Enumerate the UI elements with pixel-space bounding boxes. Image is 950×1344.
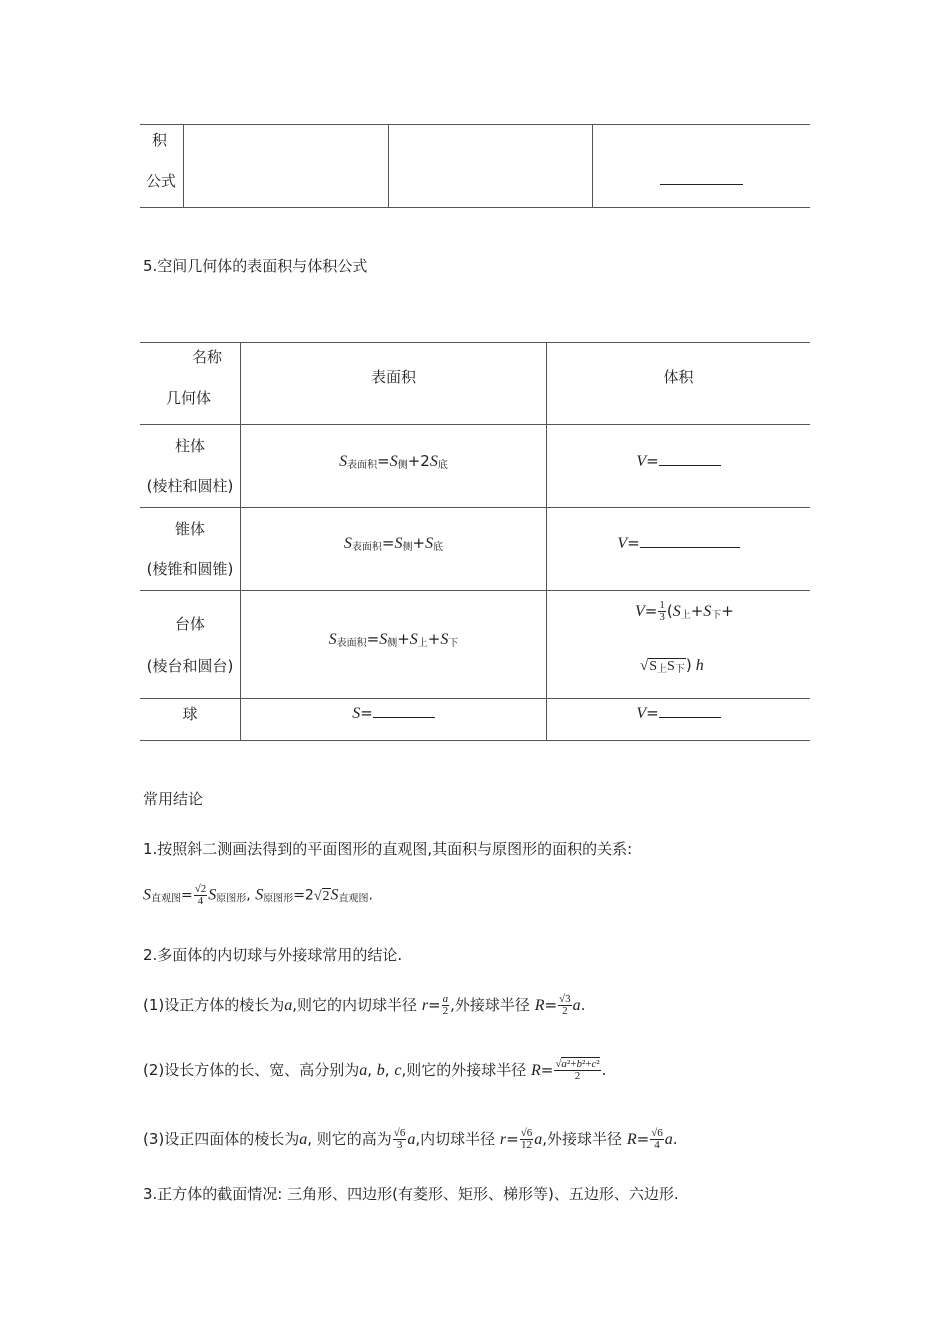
surface-formula-prism: $S_{表面积}=S_侧+2S_底$ bbox=[339, 451, 448, 471]
conclusion-1-formula: $S_{直观图}=$ $\frac{√2}{4}$ $S_{原图形}$, $S_{原图形}=2√2S_{直观图}$. bbox=[143, 883, 373, 907]
section5-heading: 5.空间几何体的表面积与体积公式 bbox=[143, 257, 368, 275]
conclusion-2-2: (2)设长方体的长、宽、高分别为a, b, c,则它的外接球半径 R= $\frac{\text{√a²+b²+c²}}{2}$ . bbox=[143, 1058, 607, 1082]
row-label-ji: 积 bbox=[152, 131, 168, 149]
row-name-sphere: 球 bbox=[182, 704, 198, 723]
header-solid-label: 几何体 bbox=[166, 389, 212, 407]
conclusion-3: 3.正方体的截面情况: 三角形、四边形(有菱形、矩形、梯形等)、五边形、六边形. bbox=[143, 1185, 679, 1203]
conclusion-2-3: (3)设正四面体的棱长为a, 则它的高为 $\frac{√6}{3}$ a,内切球半径 r= $\frac{√6}{12}$ a,外接球半径 R= $\frac{√6}{4}$ a. bbox=[143, 1127, 678, 1151]
volume-formula-prism: V= bbox=[547, 425, 810, 497]
conclusion-2: 2.多面体的内切球与外接球常用的结论. bbox=[143, 946, 403, 964]
answer-blank bbox=[660, 170, 743, 185]
row-name-pyramid: 锥体 (棱锥和圆锥) bbox=[146, 520, 234, 578]
conclusions-title: 常用结论 bbox=[143, 790, 204, 808]
conclusion-1: 1.按照斜二测画法得到的平面图形的直观图,其面积与原图形的面积的关系: bbox=[143, 840, 633, 858]
surface-formula-frustum: $S_{表面积}=S_侧+S_上+S_下$ bbox=[328, 629, 459, 649]
surface-formula-sphere: S= bbox=[241, 699, 546, 727]
header-volume: 体积 bbox=[663, 367, 694, 386]
row-name-prism: 柱体 (棱柱和圆柱) bbox=[146, 437, 234, 495]
volume-formula-frustum-line1: V= $\frac{1}{3}$ ($S_上+S_下+$ bbox=[635, 599, 734, 623]
surface-formula-pyramid: $S_{表面积}=S_侧+S_底$ bbox=[343, 533, 444, 553]
volume-formula-pyramid: V= bbox=[547, 508, 810, 578]
header-surface: 表面积 bbox=[370, 367, 416, 386]
volume-formula-frustum-line2: $√S_上S_下$) h bbox=[640, 656, 704, 675]
conclusion-2-1: (1)设正方体的棱长为a,则它的内切球半径 r= $\frac{a}{2}$ ,外接球半径 R= $\frac{√3}{2}$ a. bbox=[143, 993, 586, 1017]
header-name-label: 名称 bbox=[192, 348, 223, 366]
row-label-gongshi: 公式 bbox=[146, 172, 177, 190]
row-name-frustum: 台体 (棱台和圆台) bbox=[146, 614, 234, 675]
volume-formula-sphere: V= bbox=[547, 699, 810, 727]
